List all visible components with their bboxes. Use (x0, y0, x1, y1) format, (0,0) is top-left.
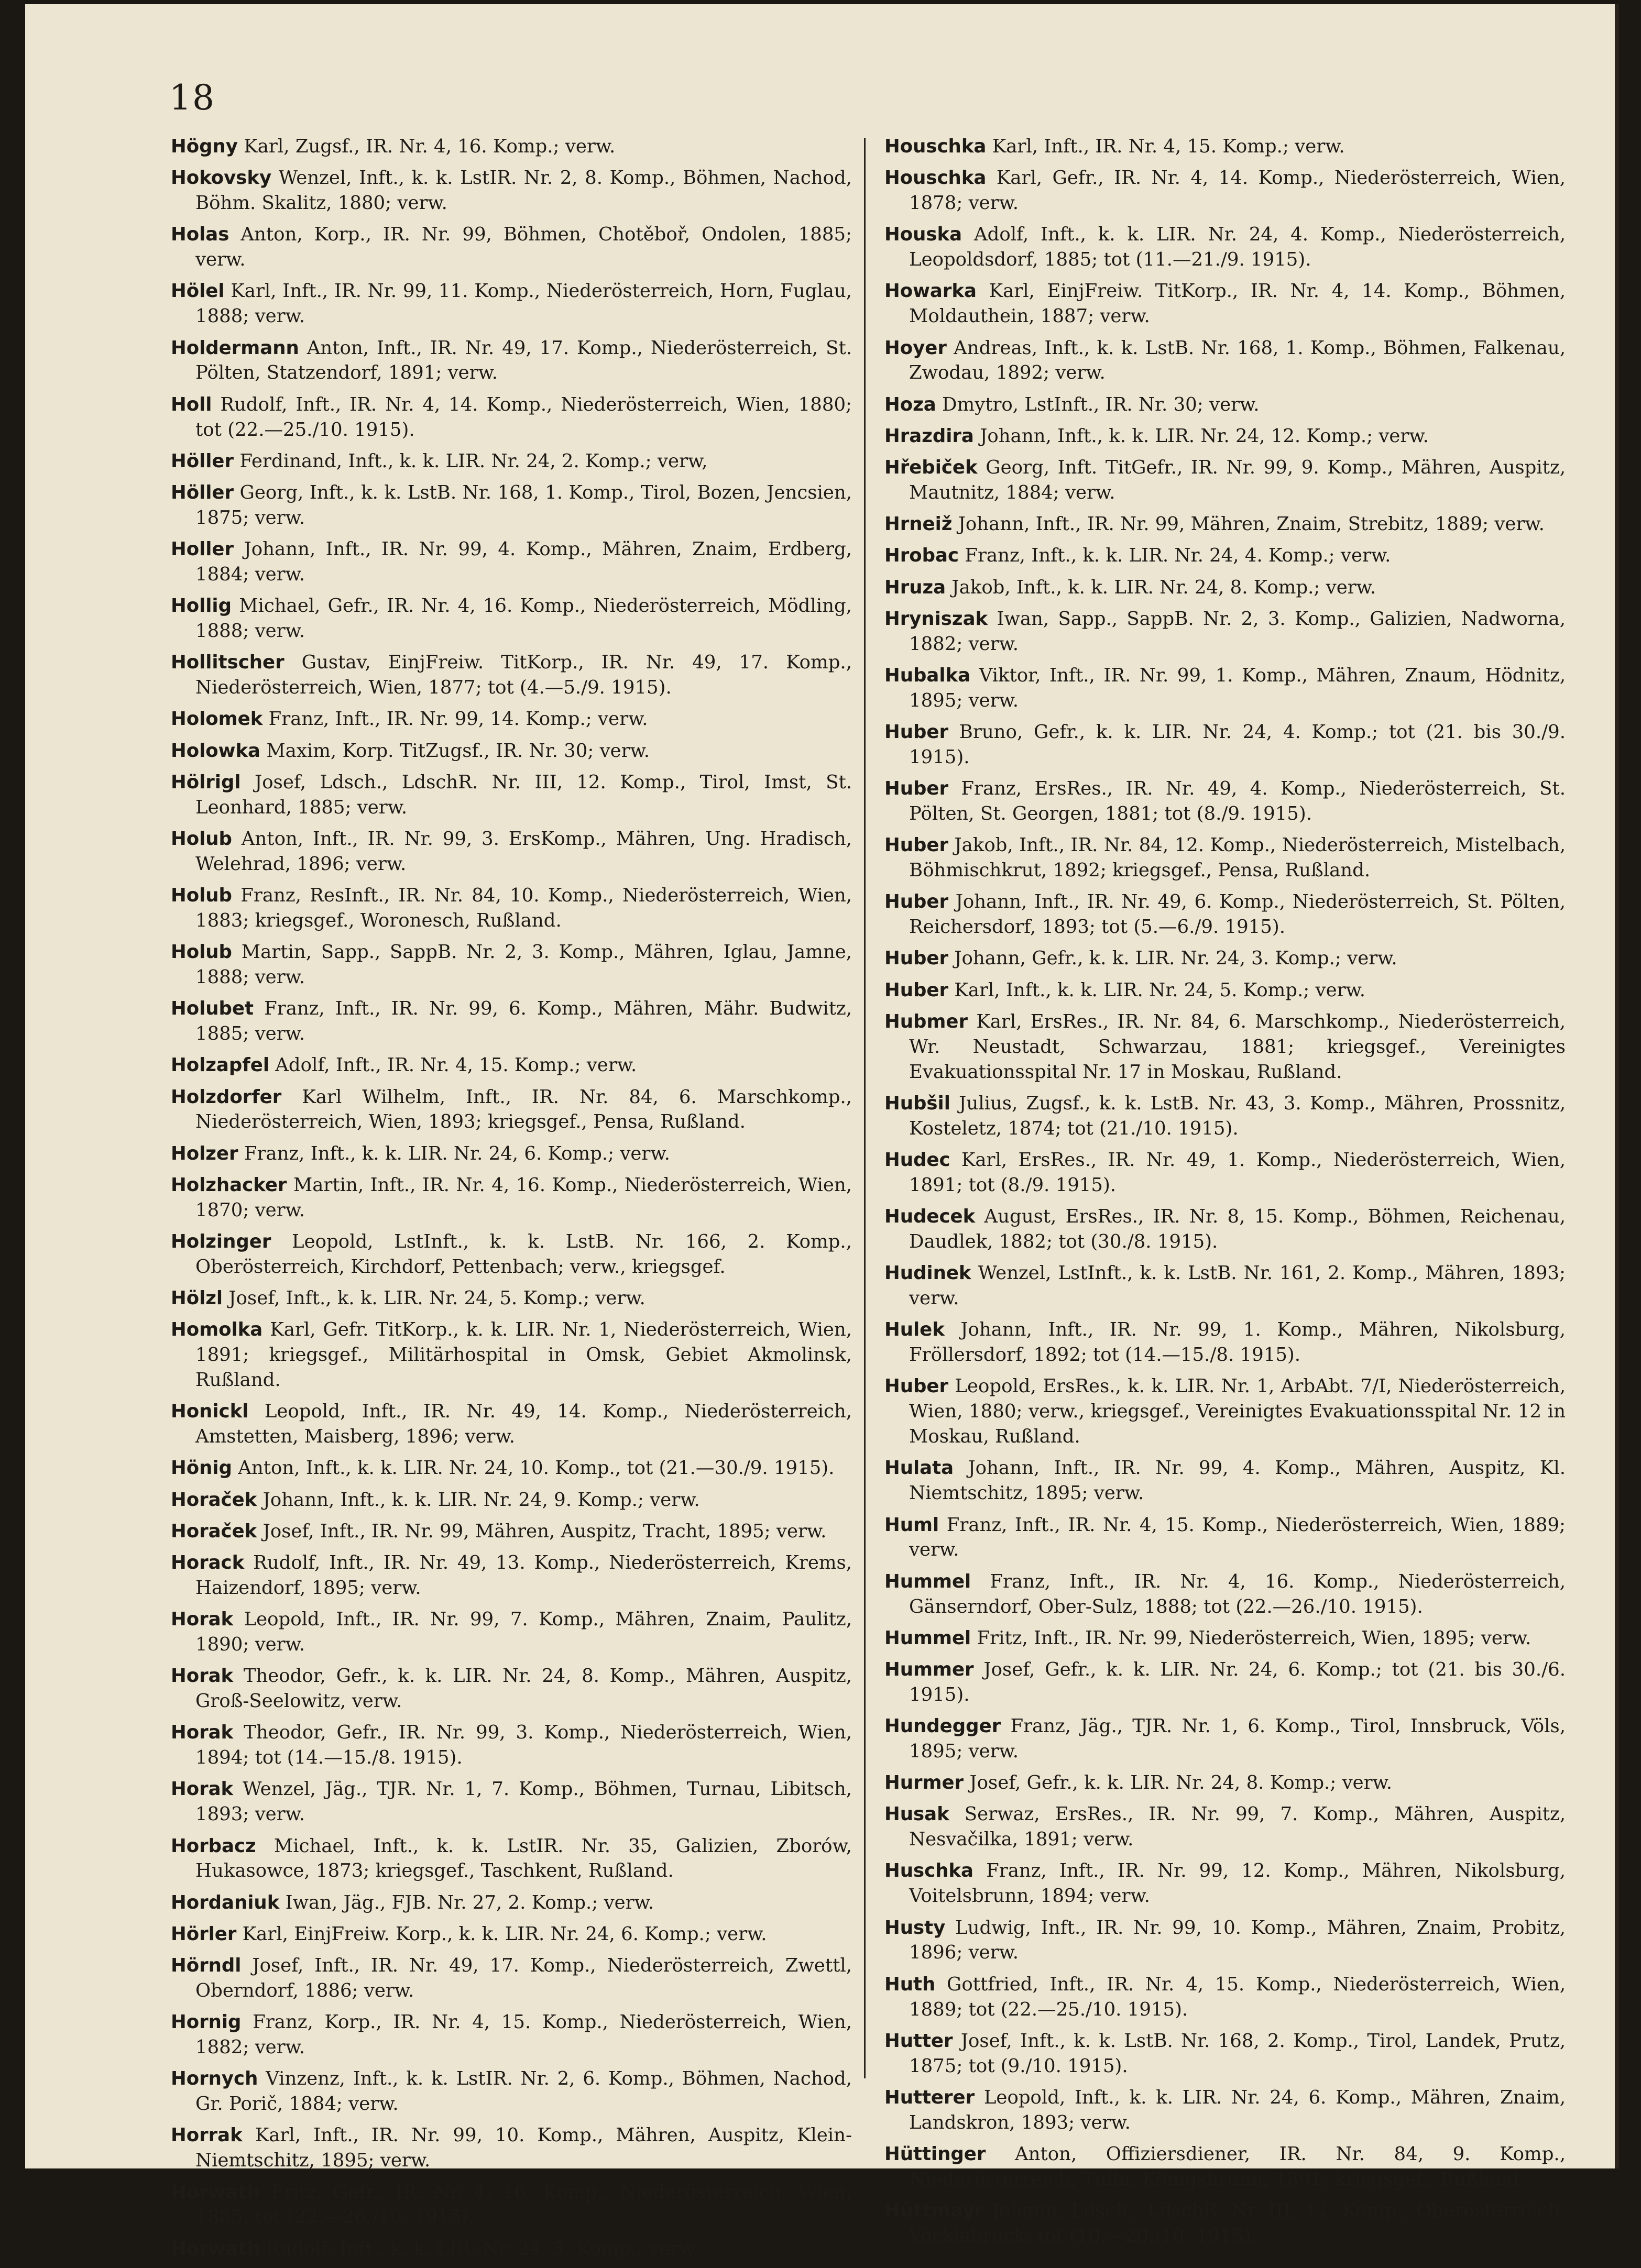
list-entry (884, 833, 1566, 883)
entry-surname: Höller (171, 481, 234, 503)
entry-surname: Hüttmayr (884, 2200, 984, 2222)
entry-details: Franz, Inft., IR. Nr. 4, 15. Komp., Niederösterreich, Wien, 1889; verw. (909, 1514, 1566, 1561)
entry-surname: Horwath (171, 2238, 260, 2260)
entry-surname: Hruza (884, 576, 946, 598)
entry-surname: Holas (171, 224, 229, 246)
entry-details: Martin, Inft., IR. Nr. 4, 16. Komp., Niederösterreich, Wien, 1870; verw. (195, 1174, 852, 1221)
entry-surname: Horack (171, 1552, 245, 1574)
entry-surname: Hubšil (884, 1092, 950, 1114)
list-entry (884, 2029, 1566, 2079)
entry-details: Karl, Gefr. TitKorp., k. k. LIR. Nr. 1, Niederösterreich, Wien, 1891; kriegsgef., Militärhospital in Omsk, Gebiet Akmolinsk, Rußland. (195, 1319, 852, 1391)
entry-details: Wenzel, LstInft., k. k. LstB. Nr. 161, 2. Komp., Mähren, 1893; verw. (909, 1262, 1566, 1309)
list-entry (884, 1261, 1566, 1311)
entry-details: Karl, Inft., IR. Nr. 99, 11. Komp., Niederösterreich, Horn, Fuglau, 1888; verw. (195, 280, 852, 327)
list-entry (171, 1488, 852, 1513)
entry-surname: Hutterer (884, 2086, 975, 2108)
entry-details: Franz, Korp., IR. Nr. 4, 15. Komp., Niederösterreich, Wien, 1882; verw. (195, 2011, 852, 2058)
page-edge (1615, 4, 1619, 2168)
entry-surname: Hölzl (171, 1287, 223, 1309)
entry-surname: Hudec (884, 1149, 950, 1171)
entry-surname: Holzer (171, 1142, 238, 1164)
entry-details: Anton, Inft., IR. Nr. 99, 3. ErsKomp., Mähren, Ung. Hradisch, Welehrad, 1896; verw. (195, 828, 852, 875)
entry-surname: Homolka (171, 1319, 263, 1341)
list-entry (884, 1374, 1566, 1449)
entry-details: Franz, Jäg., TJR. Nr. 1, 6. Komp., Tirol, Innsbruck, Völs, 1895; verw. (909, 1715, 1566, 1762)
entry-surname: Hornych (171, 2068, 258, 2090)
entry-details: Michael, Gefr., IR. Nr. 4, 16. Komp., Niederösterreich, Mödling, 1888; verw. (195, 595, 852, 642)
left-column (171, 134, 852, 2268)
list-entry (884, 1657, 1566, 1708)
list-entry (171, 1173, 852, 1223)
entry-surname: Husty (884, 1917, 946, 1939)
entry-surname: Hummer (884, 1658, 974, 1680)
entry-details: Rudolf, Inft., IR. Nr. 4, 14. Komp., Niederösterreich, Wien, 1880; tot (22.—25./10. 1915). (195, 393, 852, 441)
entry-surname: Hölel (171, 280, 225, 302)
entry-details: Franz, Inft., IR. Nr. 99, 12. Komp., Mähren, Nikolsburg, Voitelsbrunn, 1894; verw. (909, 1860, 1566, 1907)
entry-surname: Hüttinger (884, 2143, 986, 2165)
entry-details: August, ErsRes., IR. Nr. 8, 15. Komp., Böhmen, Reichenau, Daudlek, 1882; tot (30./8. 1915). (909, 1206, 1566, 1252)
list-entry (171, 279, 852, 329)
entry-surname: Holdermann (171, 337, 299, 359)
list-entry (171, 392, 852, 443)
list-entry (171, 480, 852, 531)
entry-surname: Honickl (171, 1401, 249, 1423)
list-entry (171, 1777, 852, 1827)
list-entry (884, 392, 1566, 417)
list-entry (884, 134, 1566, 159)
entry-details: Andreas, Inft., k. k. LstB. Nr. 168, 1. Komp., Böhmen, Falkenau, Zwodau, 1892; verw. (909, 337, 1566, 384)
list-entry (884, 663, 1566, 713)
entry-details: Johann, Inft., IR. Nr. 99, 1. Komp., Mähren, Nikolsburg, Fröllersdorf, 1892; tot (14.—15./8. 1915). (909, 1319, 1566, 1366)
list-entry (171, 1053, 852, 1078)
entry-details: Josef, Ldsch., LdschR. Nr. III, 12. Komp., Tirol, Imst, St. Leonhard, 1885; verw. (195, 771, 852, 818)
entry-details: Leopold, Inft., k. k. LIR. Nr. 24, 6. Komp., Mähren, Znaim, Landskron, 1893; verw. (909, 2086, 1566, 2133)
list-entry (171, 2066, 852, 2117)
entry-surname: Huth (884, 1973, 936, 1995)
list-entry (884, 512, 1566, 537)
entry-surname: Horaček (171, 1489, 257, 1511)
list-entry (884, 166, 1566, 216)
list-entry (171, 166, 852, 216)
list-entry (171, 1141, 852, 1166)
entry-details: Julius, Zugsf., k. k. LstB. Nr. 43, 3. Komp., Mähren, Prossnitz, Kosteletz, 1874; tot (21./10. 1915). (909, 1092, 1566, 1139)
list-entry (884, 455, 1566, 505)
entry-details: Karl, ErsRes., IR. Nr. 49, 1. Komp., Niederösterreich, Wien, 1891; tot (8./9. 1915). (909, 1149, 1566, 1196)
list-entry (171, 1456, 852, 1481)
list-entry (884, 1770, 1566, 1796)
entry-surname: Hummel (884, 1570, 971, 1592)
entry-surname: Huber (884, 834, 948, 856)
entry-surname: Howarka (884, 280, 977, 302)
list-entry (171, 2010, 852, 2060)
list-entry (171, 827, 852, 877)
list-entry (884, 1802, 1566, 1852)
entry-details: Franz, Inft., k. k. LIR. Nr. 24, 4. Komp.; verw. (965, 545, 1391, 567)
entry-surname: Horwath (171, 2181, 260, 2203)
entry-surname: Huber (884, 979, 948, 1001)
entry-surname: Holowka (171, 740, 261, 762)
list-entry (884, 1915, 1566, 1966)
list-entry (171, 1890, 852, 1915)
list-entry (884, 1456, 1566, 1506)
entry-details: Martin, Sapp., SappB. Nr. 2, 3. Komp., Mähren, Iglau, Jamne, 1888; verw. (195, 941, 852, 988)
list-entry (884, 1714, 1566, 1764)
entry-details: Ludwig, Inft., IR. Nr. 99, 10. Komp., Mähren, Znaim, Probitz, 1896; verw. (909, 1917, 1566, 1964)
entry-surname: Houska (884, 224, 962, 246)
entry-surname: Hudinek (884, 1262, 971, 1284)
entry-surname: Hubmer (884, 1010, 968, 1032)
entry-details: Leopold, LstInft., k. k. LstB. Nr. 166, 2. Komp., Oberösterreich, Kirchdorf, Pettenbach; verw., kriegsgef. (195, 1230, 852, 1278)
entry-details: Wenzel, Jäg., TJR. Nr. 1, 7. Komp., Böhmen, Turnau, Libitsch, 1893; verw. (195, 1778, 852, 1825)
document-page (25, 4, 1619, 2260)
list-entry (171, 2123, 852, 2173)
list-entry (171, 449, 852, 474)
entry-surname: Hordaniuk (171, 1891, 280, 1913)
entry-details: Franz, Inft., IR. Nr. 4, 16. Komp., Niederösterreich, Gänserndorf, Ober-Sulz, 1888; tot (22.—26./10. 1915). (909, 1570, 1566, 1617)
list-entry (171, 1550, 852, 1601)
list-entry (884, 889, 1566, 940)
list-entry (171, 537, 852, 587)
entry-surname: Holub (171, 885, 232, 907)
entry-surname: Houschka (884, 167, 987, 189)
entry-surname: Hudecek (884, 1206, 976, 1228)
entry-details: Georg, Inft. TitGefr., IR. Nr. 99, 9. Komp., Mähren, Auspitz, Mautnitz, 1884; verw. (909, 457, 1566, 503)
entry-details: Johann, Inft., IR. Nr. 99, Mähren, Znaim, Strebitz, 1889; verw. (958, 513, 1545, 535)
entry-details: Josef, Inft., IR. Nr. 49, 17. Komp., Niederösterreich, Zwettl, Oberndorf, 1886; verw. (195, 1955, 852, 2001)
list-entry (884, 1317, 1566, 1368)
list-entry (171, 1720, 852, 1770)
list-entry (884, 1858, 1566, 1909)
entry-surname: Huschka (884, 1860, 973, 1882)
list-entry (171, 739, 852, 764)
entry-details: Vinzenz, Inft., k. k. LstIR. Nr. 2, 6. Komp., Böhmen, Nachod, Gr. Porič, 1884; verw. (195, 2068, 852, 2115)
list-entry (171, 593, 852, 644)
entry-surname: Hryniszak (884, 608, 988, 630)
list-entry (884, 222, 1566, 272)
page-number: 18 (169, 78, 215, 118)
entry-surname: Horaček (171, 1520, 257, 1542)
entry-details: Franz, Inft., IR. Nr. 99, 14. Komp.; verw. (268, 708, 648, 730)
entry-surname: Hundegger (884, 1715, 1001, 1737)
entry-surname: Houschka (884, 136, 987, 157)
list-entry (884, 978, 1566, 1003)
list-entry (884, 720, 1566, 770)
list-entry (884, 1009, 1566, 1085)
entry-details: Viktor, Inft., IR. Nr. 99, 1. Komp., Mähren, Znaum, Hödnitz, 1895; verw. (909, 664, 1566, 711)
entry-surname: Holzdorfer (171, 1086, 282, 1108)
right-column (884, 134, 1566, 2255)
entry-details: Franz, ResInft., IR. Nr. 84, 10. Komp., Niederösterreich, Wien, 1883; kriegsgef., Woronesch, Rußland. (195, 885, 852, 931)
list-entry (884, 1091, 1566, 1141)
entry-surname: Huber (884, 778, 948, 800)
entry-surname: Hulek (884, 1319, 945, 1341)
entry-details: Karl, Inft., IR. Nr. 99, 10. Komp., Mähren, Auspitz, Klein-Niemtschitz, 1895; verw. (195, 2124, 852, 2172)
entry-surname: Huber (884, 721, 948, 743)
entry-details: Johann, Inft., IR. Nr. 49, 6. Komp., Niederösterreich, St. Pölten, Reichersdorf, 1893; tot (5.—6./9. 1915). (909, 891, 1566, 938)
list-entry (171, 2237, 852, 2262)
entry-details: Karl, EinjFreiw. TitKorp., IR. Nr. 4, 14. Komp., Böhmen, Moldauthein, 1887; verw. (909, 280, 1566, 327)
list-entry (171, 1286, 852, 1311)
list-entry (884, 543, 1566, 568)
entry-details: Karl, ErsRes., IR. Nr. 84, 6. Marschkomp., Niederösterreich, Wr. Neustadt, Schwarzau, 1881; kriegsgef., Vereinigtes Evakuationsspital Nr. 17 in Moskau, Rußland. (909, 1010, 1566, 1083)
list-entry (884, 607, 1566, 657)
entry-details: Leopold, Inft., IR. Nr. 49, 14. Komp., Niederösterreich, Amstetten, Maisberg, 1896; verw. (195, 1401, 852, 1448)
list-entry (171, 1953, 852, 2003)
list-entry (171, 1922, 852, 1947)
list-entry (171, 996, 852, 1047)
entry-surname: Horak (171, 1778, 234, 1800)
list-entry (171, 1607, 852, 1657)
entry-details: Johann, Inft., k. k. LIR. Nr. 24, 12. Komp.; verw. (980, 425, 1429, 447)
column-divider (864, 138, 866, 2078)
list-entry (884, 1972, 1566, 2022)
entry-details: Bruno, Gefr., k. k. LIR. Nr. 24, 4. Komp.; tot (21. bis 30./9. 1915). (909, 721, 1566, 768)
entry-surname: Holubet (171, 998, 254, 1020)
entry-surname: Hollig (171, 595, 232, 617)
list-entry (171, 650, 852, 700)
list-entry (171, 940, 852, 990)
entry-details: Karl, Inft., IR. Nr. 4, 15. Komp.; verw. (992, 136, 1345, 157)
entry-surname: Holub (171, 828, 232, 850)
entry-surname: Hokovsky (171, 167, 272, 189)
entry-details: Gottfried, Inft., IR. Nr. 4, 15. Komp., Niederösterreich, Wien, 1889; tot (22.—25./10. 1915). (909, 1973, 1566, 2020)
entry-details: Anton, Inft., k. k. LIR. Nr. 24, 10. Komp., tot (21.—30./9. 1915). (238, 1457, 835, 1479)
entry-surname: Horak (171, 1665, 234, 1687)
list-entry (171, 1664, 852, 1714)
entry-details: Gustav, EinjFreiw. TitKorp., IR. Nr. 49, 17. Komp., Niederösterreich, Wien, 1877; tot (4.—5./9. 1915). (195, 652, 852, 699)
entry-details: Adolf, Inft., IR. Nr. 4, 15. Komp.; verw. (275, 1054, 637, 1076)
entry-details: Josef, Inft., k. k. LIR. Nr. 24, 5. Komp.; verw. (228, 1287, 646, 1309)
entry-details: Josef, Gefr., k. k. LIR. Nr. 24, 8. Komp.; verw. (969, 1772, 1393, 1794)
entry-surname: Hrneiž (884, 513, 953, 535)
entry-details: Wenzel, Inft., k. k. LstIR. Nr. 2, 8. Komp., Böhmen, Nachod, Böhm. Skalitz, 1880; verw. (195, 167, 852, 214)
entry-details: Karl Wilhelm, Inft., IR. Nr. 84, 6. Marschkomp., Niederösterreich, Wien, 1893; kriegsgef., Pensa, Rußland. (195, 1086, 852, 1133)
entry-surname: Hutter (884, 2030, 953, 2052)
entry-details: Anton, Offiziersdiener, IR. Nr. 84, 9. Komp., Niederösterreich, Tulln, Königsbrunn, 1891; kriegsgef., Rußland. (909, 2143, 1566, 2190)
entry-details: Michael, Inft., k. k. LstIR. Nr. 35, Galizien, Zborów, Hukasowce, 1873; kriegsgef., Taschkent, Rußland. (195, 1835, 852, 1882)
list-entry (884, 575, 1566, 600)
list-entry (884, 1148, 1566, 1198)
entry-details: Iwan, Jäg., FJB. Nr. 27, 2. Komp.; verw. (285, 1891, 654, 1913)
list-entry (171, 1519, 852, 1544)
list-entry (884, 2142, 1566, 2192)
entry-details: Ferdinand, Inft., k. k. LIR. Nr. 24, 2. Komp.; verw, (239, 450, 708, 472)
entry-details: Johann, Ldsch., LdschR. Nr. III, 12. Komp., Oberösterreich, Vöcklabruck; tot (10.—20./10. 1915). (909, 2200, 1566, 2247)
entry-surname: Hulata (884, 1457, 954, 1479)
list-entry (171, 707, 852, 732)
entry-details: Franz, ErsRes., IR. Nr. 49, 4. Komp., Niederösterreich, St. Pölten, St. Georgen, 1881; tot (8./9. 1915). (909, 778, 1566, 824)
entry-details: Josef, Inft., IR. Nr. 99, Mähren, Auspitz, Tracht, 1895; verw. (262, 1520, 827, 1542)
entry-surname: Höller (171, 450, 234, 472)
entry-details: Leopold, Inft., IR. Nr. 99, 7. Komp., Mähren, Znaim, Paulitz, 1890; verw. (195, 1609, 852, 1656)
entry-surname: Hoyer (884, 337, 947, 359)
entry-surname: Hollitscher (171, 652, 285, 674)
list-entry (884, 1569, 1566, 1620)
entry-surname: Holzapfel (171, 1054, 269, 1076)
entry-details: Georg, Inft., k. k. LstB. Nr. 168, 1. Komp., Tirol, Bozen, Jencsien, 1875; verw. (195, 481, 852, 529)
list-entry (171, 770, 852, 820)
entry-details: Serwaz, ErsRes., IR. Nr. 99, 7. Komp., Mähren, Auspitz, Nesvačilka, 1891; verw. (909, 1803, 1566, 1851)
entry-details: Fritz, Gefr., IR. Nr. 4, 16. Komp., Niederösterreich, Wien, 1885; tot (22.—26./10. 1915). (195, 2181, 852, 2228)
entry-surname: Husak (884, 1803, 949, 1825)
list-entry (171, 2180, 852, 2230)
entry-details: Dmytro, LstInft., IR. Nr. 30; verw. (942, 393, 1260, 415)
entry-surname: Huber (884, 1375, 948, 1397)
entry-details: Johann, Inft., IR. Nr. 99, 4. Komp., Mähren, Znaim, Erdberg, 1884; verw. (195, 538, 852, 585)
list-entry (884, 776, 1566, 827)
entry-details: Karl, EinjFreiw. Korp., k. k. LIR. Nr. 24, 6. Komp.; verw. (242, 1923, 767, 1945)
entry-surname: Hoza (884, 393, 936, 415)
entry-details: Anton, Inft., IR. Nr. 49, 17. Komp., Niederösterreich, St. Pölten, Statzendorf, 1891; verw. (195, 337, 852, 384)
entry-details: Theodor, Gefr., IR. Nr. 99, 3. Komp., Niederösterreich, Wien, 1894; tot (14.—15./8. 1915). (195, 1722, 852, 1769)
list-entry (171, 134, 852, 159)
entry-details: Karl, Inft., k. k. LIR. Nr. 24, 5. Komp.; verw. (954, 979, 1366, 1001)
entry-surname: Horak (171, 1722, 234, 1744)
entry-details: Rudolf, Inft., IR. Nr. 49, 13. Komp., Niederösterreich, Krems, Haizendorf, 1895; verw. (195, 1552, 852, 1599)
entry-surname: Hönig (171, 1457, 232, 1479)
entry-details: Josef, Gefr., k. k. LIR. Nr. 24, 6. Komp.; tot (21. bis 30./6. 1915). (909, 1658, 1566, 1705)
entry-details: Iwan, Sapp., SappB. Nr. 2, 3. Komp., Galizien, Nadworna, 1882; verw. (909, 608, 1566, 655)
entry-details: Adolf, Inft., k. k. LIR. Nr. 24, 4. Komp., Niederösterreich, Leopoldsdorf, 1885; tot (11.—21./9. 1915). (909, 224, 1566, 271)
list-entry (171, 1834, 852, 1884)
entry-surname: Hörndl (171, 1955, 242, 1977)
entry-details: Johann, Inft., IR. Nr. 99, 4. Komp., Mähren, Auspitz, Kl. Niemtschitz, 1895; verw. (909, 1457, 1566, 1504)
entry-surname: Holub (171, 941, 232, 963)
list-entry (884, 946, 1566, 971)
entry-details: Franz, Inft., k. k. LIR. Nr. 24, 6. Komp.; verw. (244, 1142, 670, 1164)
entry-details: Maxim, Korp. TitZugsf., IR. Nr. 30; verw. (266, 740, 650, 762)
list-entry (884, 1513, 1566, 1563)
list-entry (171, 1399, 852, 1449)
entry-surname: Holzhacker (171, 1174, 287, 1196)
list-entry (884, 279, 1566, 329)
entry-surname: Hummel (884, 1627, 971, 1649)
entry-surname: Huml (884, 1514, 939, 1536)
list-entry (884, 2198, 1566, 2249)
list-entry (171, 336, 852, 386)
entry-surname: Hörler (171, 1923, 237, 1945)
entry-details: Fritz, Inft., IR. Nr. 99, Niederösterreich, Wien, 1895; verw. (977, 1627, 1531, 1649)
entry-details: Franz, Inft., IR. Nr. 99, 6. Komp., Mähren, Mähr. Budwitz, 1885; verw. (195, 998, 852, 1045)
entry-surname: Hurmer (884, 1772, 964, 1794)
entry-surname: Horrak (171, 2124, 243, 2146)
entry-details: Jakob, Inft., k. k. LIR. Nr. 24, 8. Komp.; verw. (951, 576, 1376, 598)
list-entry (884, 1626, 1566, 1651)
list-entry (171, 222, 852, 272)
entry-surname: Hřebiček (884, 457, 978, 479)
list-entry (171, 1085, 852, 1135)
entry-surname: Holomek (171, 708, 263, 730)
entry-details: Leopold, ErsRes., k. k. LIR. Nr. 1, ArbAbt. 7/I, Niederösterreich, Wien, 1880; verw., kriegsgef., Vereinigtes Evakuationsspital Nr. 12 in Moskau, Rußland. (909, 1375, 1566, 1448)
entry-details: Johann, Inft., k. k. LIR. Nr. 24, 9. Komp.; verw. (262, 1489, 700, 1511)
entry-details: Josef, Inft., k. k. LstB. Nr. 168, 2. Komp., Tirol, Landek, Prutz, 1875; tot (9./10. 1915). (909, 2030, 1566, 2077)
entry-surname: Holzinger (171, 1230, 271, 1252)
entry-details: Karl, Gefr., IR. Nr. 4, 14. Komp., Niederösterreich, Wien, 1878; verw. (909, 167, 1566, 214)
entry-details: Jakob, Inft., IR. Nr. 84, 12. Komp., Niederösterreich, Mistelbach, Böhmischkrut, 1892; kriegsgef., Pensa, Rußland. (909, 834, 1566, 882)
entry-details: Anton, Korp., IR. Nr. 99, Böhmen, Chotěboř, Ondolen, 1885; verw. (195, 224, 852, 271)
entry-details: Rudolf, Inft., k. k. LIR. Nr. 24, 3. Komp.; verw. (266, 2238, 699, 2260)
entry-surname: Horbacz (171, 1835, 256, 1857)
entry-surname: Holler (171, 538, 234, 560)
entry-surname: Högny (171, 136, 238, 157)
entry-details: Theodor, Gefr., k. k. LIR. Nr. 24, 8. Komp., Mähren, Auspitz, Groß-Seelowitz, verw. (195, 1665, 852, 1712)
entry-surname: Hrazdira (884, 425, 974, 447)
entry-details: Johann, Gefr., k. k. LIR. Nr. 24, 3. Komp.; verw. (954, 948, 1397, 970)
entry-surname: Hubalka (884, 664, 971, 686)
entry-surname: Huber (884, 891, 948, 913)
entry-surname: Holl (171, 393, 212, 415)
list-entry (171, 1317, 852, 1393)
list-entry (884, 336, 1566, 386)
list-entry (884, 2085, 1566, 2135)
list-entry (884, 424, 1566, 449)
entry-surname: Huber (884, 948, 948, 970)
entry-surname: Hrobac (884, 545, 959, 567)
entry-surname: Horak (171, 1609, 234, 1631)
list-entry (171, 883, 852, 933)
entry-surname: Hornig (171, 2011, 242, 2033)
entry-details: Karl, Zugsf., IR. Nr. 4, 16. Komp.; verw. (244, 136, 616, 157)
list-entry (171, 1229, 852, 1280)
entry-surname: Hölrigl (171, 771, 241, 793)
list-entry (884, 1204, 1566, 1254)
